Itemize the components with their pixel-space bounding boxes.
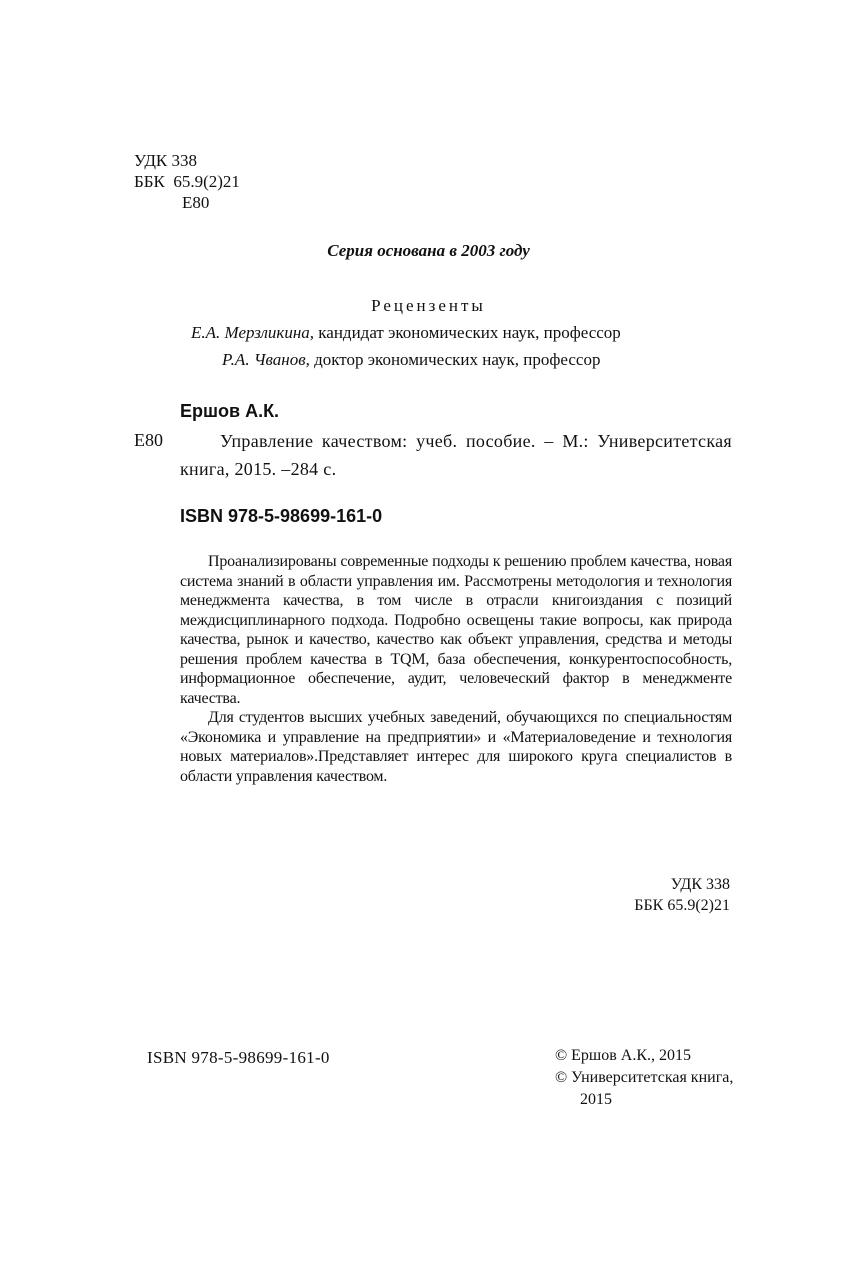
udk-code: УДК 338 xyxy=(134,151,198,170)
reviewer-2 xyxy=(222,350,600,370)
copyright-block xyxy=(555,1045,733,1111)
abstract-paragraph: Проанализированы современные подходы к решению проблем качества, новая система знаний в области управления им. Рассмотрены методология и технология менеджмента качества, в том числе в отрасли книгоиздания с позиций междисциплинарного подхода. Подробно освещены такие вопросы, как природа качества, рынок и качество, качество как объект управления, средства и методы решения проблем качества в TQM, база обеспечения, конкурентоспособность, информационное обеспечение, аудит, человеческий фактор в менеджменте качества. xyxy=(180,553,732,707)
bib-code: Е80 xyxy=(134,430,163,450)
classification-block-bottom xyxy=(634,874,730,916)
udk-code-bottom: УДК 338 xyxy=(670,876,730,893)
reviewer-1 xyxy=(191,323,621,343)
reviewers-heading: Рецензенты xyxy=(371,296,486,315)
bib-author: Ершов А.К. xyxy=(180,401,280,421)
reviewer-2-name: Р.А. Чванов, xyxy=(222,350,310,369)
bib-description: Управление качеством: учеб. пособие. – М.: Университетская книга, 2015. –284 с. xyxy=(180,431,732,479)
bbk-code-bottom: ББК 65.9(2)21 xyxy=(634,897,730,914)
isbn-bottom: ISBN 978-5-98699-161-0 xyxy=(147,1048,330,1067)
abstract xyxy=(180,552,732,786)
abstract-paragraph: Для студентов высших учебных заведений, обучающихся по специальностям «Экономика и управление на предприятии» и «Материаловедение и технология новых материалов».Представляет интерес для широкого круга специалистов в области управления качеством. xyxy=(180,709,732,785)
copyright-publisher-year: 2015 xyxy=(580,1091,612,1108)
isbn-main: ISBN 978-5-98699-161-0 xyxy=(180,506,383,526)
reviewer-1-name: Е.А. Мерзликина, xyxy=(191,323,315,342)
reviewer-2-desc: доктор экономических наук, профессор xyxy=(309,350,601,369)
copyright-author: © Ершов А.К., 2015 xyxy=(555,1047,692,1064)
bbk-code: ББК 65.9(2)21 xyxy=(134,172,240,191)
author-mark: Е80 xyxy=(182,193,210,212)
series-note: Серия основана в 2003 году xyxy=(327,241,530,260)
classification-block-top xyxy=(134,150,240,213)
reviewer-1-desc: кандидат экономических наук, профессор xyxy=(314,323,621,342)
copyright-publisher: © Университетская книга, xyxy=(555,1069,734,1086)
